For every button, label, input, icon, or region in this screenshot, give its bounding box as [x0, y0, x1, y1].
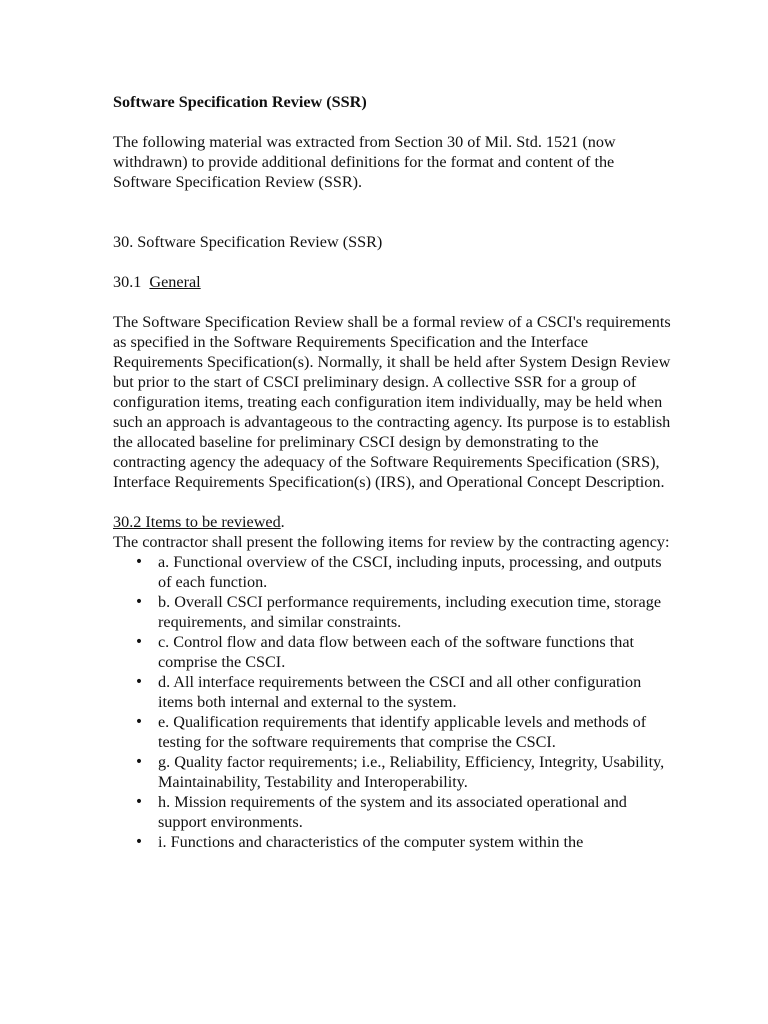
list-item — [113, 832, 673, 852]
bullet-icon: • — [134, 794, 144, 810]
list-item-text: g. Quality factor requirements; i.e., Reliability, Efficiency, Integrity, Usability, Maintainability, Testability and Interoperability. — [158, 753, 665, 791]
items-heading-text: 30.2 Items to be reviewed — [113, 513, 281, 531]
items-heading-suffix: . — [280, 513, 285, 531]
bullet-icon: • — [134, 834, 144, 850]
bullet-icon: • — [134, 554, 144, 570]
list-item-text: b. Overall CSCI performance requirements, including execution time, storage requirements, and similar constraints. — [158, 593, 662, 631]
items-heading — [113, 512, 673, 532]
list-item-text: a. Functional overview of the CSCI, including inputs, processing, and outputs of each function. — [158, 553, 662, 591]
list-item — [113, 632, 673, 672]
bullet-icon: • — [134, 674, 144, 690]
bullet-icon: • — [134, 634, 144, 650]
list-item-text: i. Functions and characteristics of the computer system within the — [158, 833, 584, 851]
general-title: General — [149, 273, 201, 291]
list-item — [113, 592, 673, 632]
list-item — [113, 792, 673, 832]
review-items-list — [113, 552, 673, 852]
list-item-text: d. All interface requirements between the CSCI and all other configuration items both internal and external to the system. — [158, 673, 642, 711]
items-lead: The contractor shall present the following items for review by the contracting agency: — [113, 533, 670, 551]
list-item-text: c. Control flow and data flow between each of the software functions that comprise the CSCI. — [158, 633, 635, 671]
bullet-icon: • — [134, 594, 144, 610]
list-item — [113, 712, 673, 752]
document-title: Software Specification Review (SSR) — [113, 93, 367, 111]
list-item — [113, 752, 673, 792]
general-number: 30.1 — [113, 273, 142, 291]
list-item — [113, 672, 673, 712]
list-item-text: e. Qualification requirements that identify applicable levels and methods of testing for the software requirements that comprise the CSCI. — [158, 713, 647, 751]
bullet-icon: • — [134, 754, 144, 770]
list-item — [113, 552, 673, 592]
intro-paragraph: The following material was extracted from Section 30 of Mil. Std. 1521 (now withdrawn) to provide additional definitions for the format and content of the Software Specification Review (SSR). — [113, 133, 616, 191]
bullet-icon: • — [134, 714, 144, 730]
section-heading: 30. Software Specification Review (SSR) — [113, 233, 383, 251]
list-item-text: h. Mission requirements of the system and its associated operational and support environments. — [158, 793, 627, 831]
general-heading — [113, 272, 673, 292]
general-body: The Software Specification Review shall be a formal review of a CSCI's requirements as specified in the Software Requirements Specification and the Interface Requirements Specification(s). Normally, it shall be held after System Design Review but prior to the start of CSCI preliminary design. A collective SSR for a group of configuration items, treating each configuration item individually, may be held when such an approach is advantageous to the contracting agency. Its purpose is to establish the allocated baseline for preliminary CSCI design by demonstrating to the contracting agency the adequacy of the Software Requirements Specification (SRS), Interface Requirements Specification(s) (IRS), and Operational Concept Description. — [113, 313, 671, 491]
document-page — [113, 92, 673, 852]
